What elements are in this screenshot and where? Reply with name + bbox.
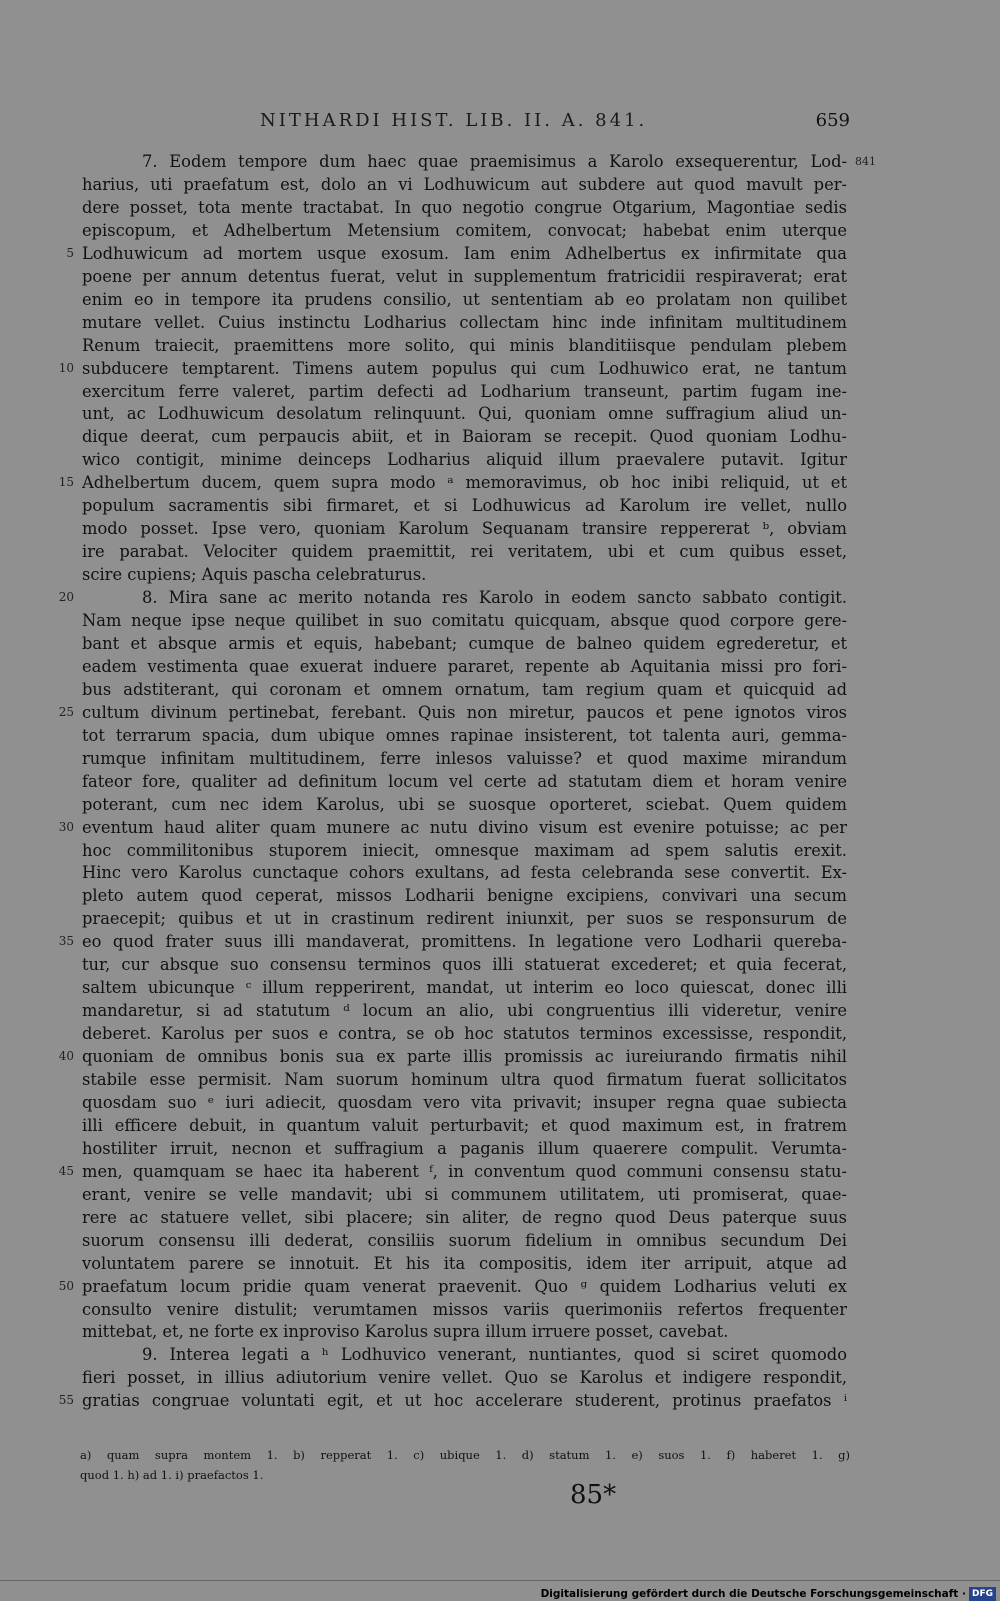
running-header [80,110,850,136]
text-line: exercitum ferre valeret, partim defecti ad Lodharium transeunt, partim fugam ine- [82,382,847,401]
text-line: eadem vestimenta quae exuerat induere pararet, repente ab Aquitania missi pro fori- [82,657,847,676]
text-line: wico contigit, minime deinceps Lodharius aliquid illum praevalere putavit. Igitur [82,450,847,469]
line-number: 50 [58,1279,74,1293]
text-line: 7. Eodem tempore dum haec quae praemisimus a Karolo exsequerentur, Lod- [142,152,847,171]
text-line: praecepit; quibus et ut in crastinum redirent iniunxit, per suos se responsurum de [82,909,847,928]
text-line: Lodhuwicum ad mortem usque exosum. Iam enim Adhelbertus ex infirmitate qua [82,244,847,263]
text-line: praefatum locum pridie quam venerat praevenit. Quo ᵍ quidem Lodharius veluti ex [82,1277,847,1296]
line-number: 10 [58,361,74,375]
text-line: rumque infinitam multitudinem, ferre inlesos valuisse? et quod maxime mirandum [82,749,847,768]
text-line: erant, venire se velle mandavit; ubi si communem utilitatem, uti promiserat, quae- [82,1185,847,1204]
line-number: 35 [58,934,74,948]
text-line: enim eo in tempore ita prudens consilio, ut sententiam ab eo prolatam non quilibet [82,290,847,309]
footer-credit: Digitalisierung gefördert durch die Deutsche Forschungsgemeinschaft · [540,1588,966,1600]
line-number: 5 [66,246,74,260]
text-line: bus adstiterant, qui coronam et omnem ornatum, tam regium quam et quicquid ad [82,680,847,699]
margin-year: 841 [855,155,876,168]
line-number: 55 [58,1393,74,1407]
text-line: Renum traiecit, praemittens more solito, qui minis blanditiisque pendulam plebem [82,336,847,355]
text-line: dere posset, tota mente tractabat. In quo negotio congrue Otgarium, Magontiae sedis [82,198,847,217]
text-line: dique deerat, cum perpaucis abiit, et in Baioram se recepit. Quod quoniam Lodhu- [82,427,847,446]
text-line: rere ac statuere vellet, sibi placere; sin aliter, de regno quod Deus paterque suus [82,1208,847,1227]
text-line: stabile esse permisit. Nam suorum hominum ultra quod firmatum fuerat sollicitatos [82,1070,847,1089]
text-line: 8. Mira sane ac merito notanda res Karolo in eodem sancto sabbato contigit. [142,588,847,607]
text-line: hoc commilitonibus stuporem iniecit, omnesque maximam ad spem salutis erexit. [82,841,847,860]
text-line: Adhelbertum ducem, quem supra modo ᵃ memoravimus, ob hoc inibi reliquid, ut et [82,473,847,492]
dfg-logo: DFG [969,1587,996,1601]
text-line: harius, uti praefatum est, dolo an vi Lodhuwicum aut subdere aut quod mavult per- [82,175,847,194]
text-line: modo posset. Ipse vero, quoniam Karolum Sequanam transire reppererat ᵇ, obviam [82,519,847,538]
line-number: 25 [58,705,74,719]
text-line: hostiliter irruit, necnon et suffragium a paganis illum quaerere compulit. Verumta- [82,1139,847,1158]
line-number: 20 [58,590,74,604]
text-line: tur, cur absque suo consensu terminos quos illi statuerat excederet; et quia fecerat, [82,955,847,974]
running-title: NITHARDI HIST. LIB. II. A. 841. [260,110,648,131]
text-line: bant et absque armis et equis, habebant; cumque de balneo quidem egrederetur, et [82,634,847,653]
footnotes [80,1445,850,1485]
text-line: subducere temptarent. Timens autem populus qui cum Lodhuwico erat, ne tantum [82,359,847,378]
text-line: scire cupiens; Aquis pascha celebraturus. [82,565,427,584]
text-line: poene per annum detentus fuerat, velut in supplementum fratricidii respiraverat; erat [82,267,847,286]
text-line: men, quamquam se haec ita haberent ᶠ, in conventum quod communi consensu statu- [82,1162,847,1181]
text-line: fieri posset, in illius adiutorium venire vellet. Quo se Karolus et indigere respondit, [82,1368,847,1387]
footnote-line: a) quam supra montem 1. b) repperat 1. c) ubique 1. d) statum 1. e) suos 1. f) haberet 1. g) [80,1448,850,1462]
line-number: 30 [58,820,74,834]
text-line: deberet. Karolus per suos e contra, se ob hoc statutos terminos excessisse, respondit, [82,1024,847,1043]
text-line: mutare vellet. Cuius instinctu Lodharius collectam hinc inde infinitam multitudinem [82,313,847,332]
text-line: quosdam suo ᵉ iuri adiecit, quosdam vero vita privavit; insuper regna quae subiecta [82,1093,847,1112]
page-number: 659 [815,110,850,131]
text-line: illi efficere debuit, in quantum valuit perturbavit; et quod maximum est, in fratrem [82,1116,847,1135]
signature-mark: 85* [570,1480,617,1510]
line-number: 40 [58,1049,74,1063]
line-number: 15 [58,475,74,489]
text-line: Hinc vero Karolus cunctaque cohors exultans, ad festa celebranda sese convertit. Ex- [82,863,847,882]
footer-divider [0,1580,1000,1581]
text-line: Nam neque ipse neque quilibet in suo comitatu quicquam, absque quod corpore gere- [82,611,847,630]
text-line: poterant, cum nec idem Karolus, ubi se suosque oporteret, sciebat. Quem quidem [82,795,847,814]
text-line: quoniam de omnibus bonis sua ex parte illis promissis ac iureiurando firmatis nihil [82,1047,847,1066]
text-line: voluntatem parere se innotuit. Et his ita compositis, idem iter arripuit, atque ad [82,1254,847,1273]
text-line: fateor fore, qualiter ad definitum locum vel certe ad statutam diem et horam venire [82,772,847,791]
text-line: pleto autem quod ceperat, missos Lodharii benigne excipiens, convivari una secum [82,886,847,905]
text-line: cultum divinum pertinebat, ferebant. Quis non miretur, paucos et pene ignotos viros [82,703,847,722]
text-line: saltem ubicunque ᶜ illum repperirent, mandat, ut interim eo loco quiescat, donec illi [82,978,847,997]
text-line: gratias congruae voluntati egit, et ut hoc accelerare studerent, protinus praefatos ⁱ [82,1391,847,1410]
text-line: 9. Interea legati a ʰ Lodhuvico venerant, nuntiantes, quod si sciret quomodo [142,1345,847,1364]
footer-bar [541,1587,996,1601]
text-line: eventum haud aliter quam munere ac nutu divino visum est evenire potuisse; ac per [82,818,847,837]
text-line: tot terrarum spacia, dum ubique omnes rapinae insisterent, tot talenta auri, gemma- [82,726,847,745]
text-line: populum sacramentis sibi firmaret, et si Lodhuwicus ad Karolum ire vellet, nullo [82,496,847,515]
text-line: eo quod frater suus illi mandaverat, promittens. In legatione vero Lodharii querеba- [82,932,847,951]
text-line: mandaretur, si ad statutum ᵈ locum an alio, ubi congruentius illi videretur, venire [82,1001,847,1020]
line-number: 45 [58,1164,74,1178]
text-line: unt, ac Lodhuwicum desolatum relinquunt. Qui, quoniam omne suffragium aliud un- [82,404,847,423]
text-line: suorum consensu illi dederat, consiliis suorum fidelium in omnibus secundum Dei [82,1231,847,1250]
text-line: episcopum, et Adhelbertum Metensium comitem, convocat; habebat enim uterque [82,221,847,240]
text-line: consulto venire distulit; verumtamen missos variis querimoniis refertos frequenter [82,1300,847,1319]
text-line: mittebat, et, ne forte ex inproviso Karolus supra illum irruere posset, cavebat. [82,1322,729,1341]
text-line: ire parabat. Velociter quidem praemittit, rei veritatem, ubi et cum quibus esset, [82,542,847,561]
footnote-line: quod 1. h) ad 1. i) praefactos 1. [80,1468,264,1482]
